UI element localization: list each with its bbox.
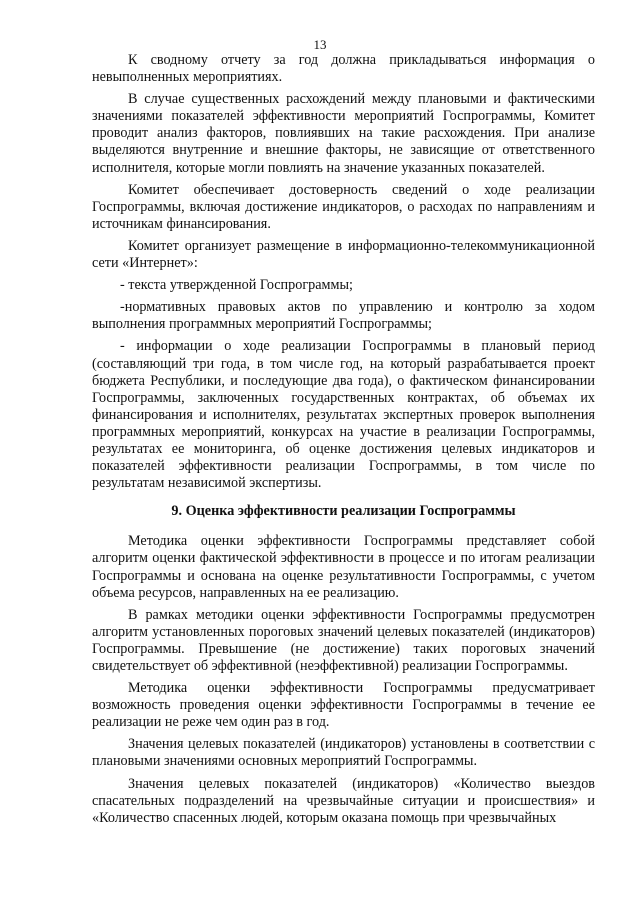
paragraph-report-attachment: К сводному отчету за год должна прикладываться информация о невыполненных мероприятиях. — [92, 52, 595, 86]
page-body — [92, 52, 595, 832]
paragraph-internet-publication: Комитет организует размещение в информационно-телекоммуникационной сети «Интернет»: — [92, 237, 595, 272]
page-number: 13 — [313, 37, 327, 52]
list-item-program-text: - текста утвержденной Госпрограммы; — [120, 277, 353, 294]
section-heading: 9. Оценка эффективности реализации Госпрограммы — [171, 503, 516, 520]
paragraph-evaluation-frequency: Методика оценки эффективности Госпрограммы предусматривает возможность проведения оценки эффективности Госпрограммы в течение ее реализации не реже чем один раз в год. — [92, 680, 595, 731]
paragraph-discrepancy-analysis: В случае существенных расхождений между плановыми и фактическими значениями показателей эффективности мероприятий Госпрограммы, Комитет проводит анализ факторов, повлиявших на такие расхождения. При анализе выделяются внутренние и внешние факторы, не зависящие от ответственного исполнителя, которые могли повлиять на значение указанных показателей. — [92, 91, 595, 176]
paragraph-methodology: Методика оценки эффективности Госпрограммы представляет собой алгоритм оценки фактической эффективности в процессе и по итогам реализации Госпрограммы и основана на оценке результативности Госпрограммы, с учетом объема ресурсов, направленных на ее реализацию. — [92, 533, 595, 601]
list-item-progress-info: - информации о ходе реализации Госпрограммы в плановый период (составляющий три года, в том числе год, на который разрабатывается проект бюджета Республики, и последующие два года), о фактическом финансировании Госпрограммы, заключенных государственных контрактах, об объемах их финансирования и исполнителях, результатах экспертных проверок выполнения программных мероприятий, конкурсах на участие в реализации Госпрограммы, результатах ее мониторинга, об оценке достижения целевых индикаторов и показателей эффективности реализации Госпрограммы, в том числе по результатам независимой экспертизы. — [92, 338, 595, 492]
paragraph-threshold-values: В рамках методики оценки эффективности Госпрограммы предусмотрен алгоритм установленных пороговых значений целевых показателей (индикаторов) Госпрограммы. Превышение (не достижение) таких пороговых значений свидетельствует об эффективной (неэффективной) реализации Госпрограммы. — [92, 606, 595, 674]
list-item-legal-acts: -нормативных правовых актов по управлению и контролю за ходом выполнения программных мероприятий Госпрограммы; — [92, 299, 595, 333]
paragraph-reliability: Комитет обеспечивает достоверность сведений о ходе реализации Госпрограммы, включая достижение индикаторов, о расходах по направлениям и источникам финансирования. — [92, 181, 595, 232]
paragraph-indicator-names: Значения целевых показателей (индикаторов) «Количество выездов спасательных подразделений на чрезвычайные ситуации и происшествия» и «Количество спасенных людей, которым оказана помощь при чрезвычайных — [92, 775, 595, 826]
paragraph-target-values: Значения целевых показателей (индикаторов) установлены в соответствии с плановыми значениями основных мероприятий Госпрограммы. — [92, 736, 595, 770]
